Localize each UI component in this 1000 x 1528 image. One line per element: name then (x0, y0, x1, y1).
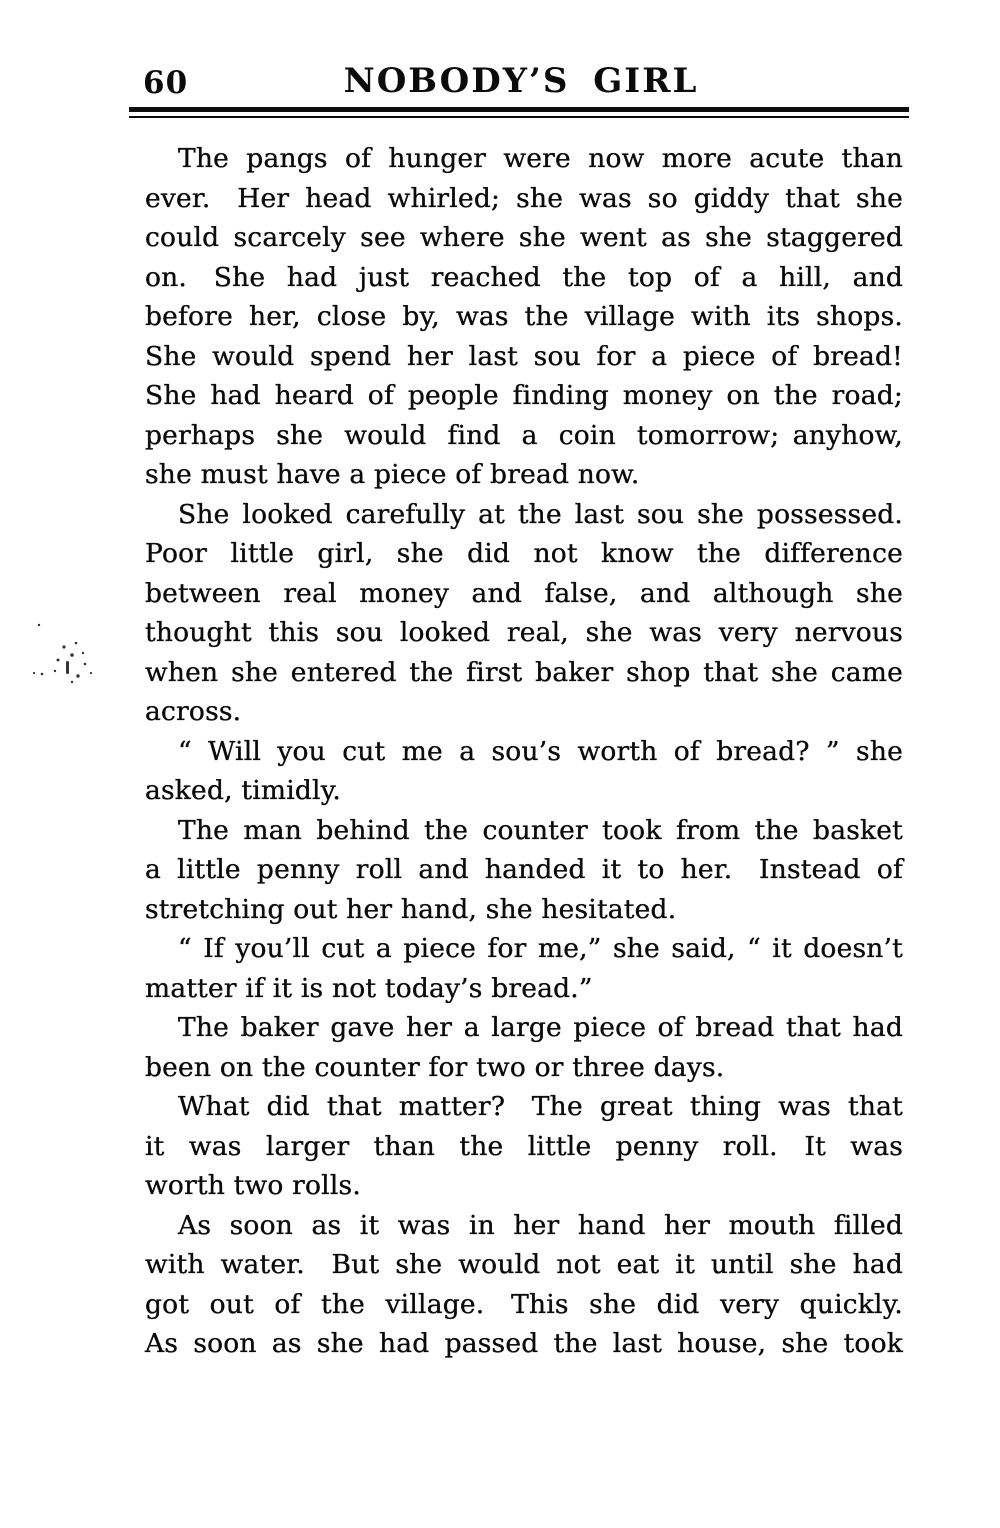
text-line: She looked carefully at the last sou she possessed. (178, 498, 903, 530)
text-line: thought this sou looked real, she was very nervous (145, 617, 903, 648)
text-line: on. She had just reached the top of a hill, and (145, 261, 903, 293)
text-line: it was larger than the little penny roll. It was (145, 1130, 903, 1162)
text-line: matter if it is not today’s bread.” (145, 972, 593, 1004)
text-line: with water. But she would not eat it until she had (145, 1249, 903, 1280)
text-line: a little penny roll and handed it to her. Instead of (145, 854, 903, 885)
text-line: worth two rolls. (145, 1170, 361, 1201)
running-title: NOBODY’S GIRL (343, 61, 699, 101)
ink-smudge-artifact (28, 618, 100, 690)
text-line: ever. Her head whirled; she was so giddy that she (145, 182, 903, 214)
text-line: “ If you’ll cut a piece for me,” she said, “ it doesn’t (178, 933, 903, 964)
header-double-rule (129, 107, 909, 118)
text-line: asked, timidly. (145, 775, 341, 806)
page-number: 60 (143, 65, 189, 101)
text-line: “ Will you cut me a sou’s worth of bread? ” she (178, 735, 903, 767)
text-line: could scarcely see where she went as she staggered (145, 222, 903, 253)
text-line: The baker gave her a large piece of bread that had (178, 1012, 903, 1043)
text-line: She would spend her last sou for a piece of bread! (145, 340, 903, 372)
text-line: As soon as she had passed the last house, she took (145, 1328, 903, 1359)
text-line: between real money and false, and although she (145, 577, 903, 609)
text-line: before her, close by, was the village with its shops. (145, 301, 903, 332)
text-line: when she entered the first baker shop that she came (145, 656, 903, 688)
text-line: she must have a piece of bread now. (145, 459, 640, 490)
text-line: across. (145, 696, 242, 727)
text-line: Poor little girl, she did not know the difference (145, 538, 903, 569)
text-line: been on the counter for two or three days. (145, 1051, 725, 1083)
text-line: got out of the village. This she did very quickly. (145, 1288, 903, 1320)
body-text (145, 139, 903, 1364)
text-line: She had heard of people finding money on the road; (145, 380, 903, 411)
text-line: stretching out her hand, she hesitated. (145, 893, 677, 925)
text-line: As soon as it was in her hand her mouth filled (178, 1209, 903, 1241)
text-line: The man behind the counter took from the basket (178, 814, 903, 846)
text-line: What did that matter? The great thing was that (178, 1091, 903, 1122)
text-line: perhaps she would find a coin tomorrow; anyhow, (145, 419, 903, 451)
text-line: The pangs of hunger were now more acute than (178, 143, 903, 174)
